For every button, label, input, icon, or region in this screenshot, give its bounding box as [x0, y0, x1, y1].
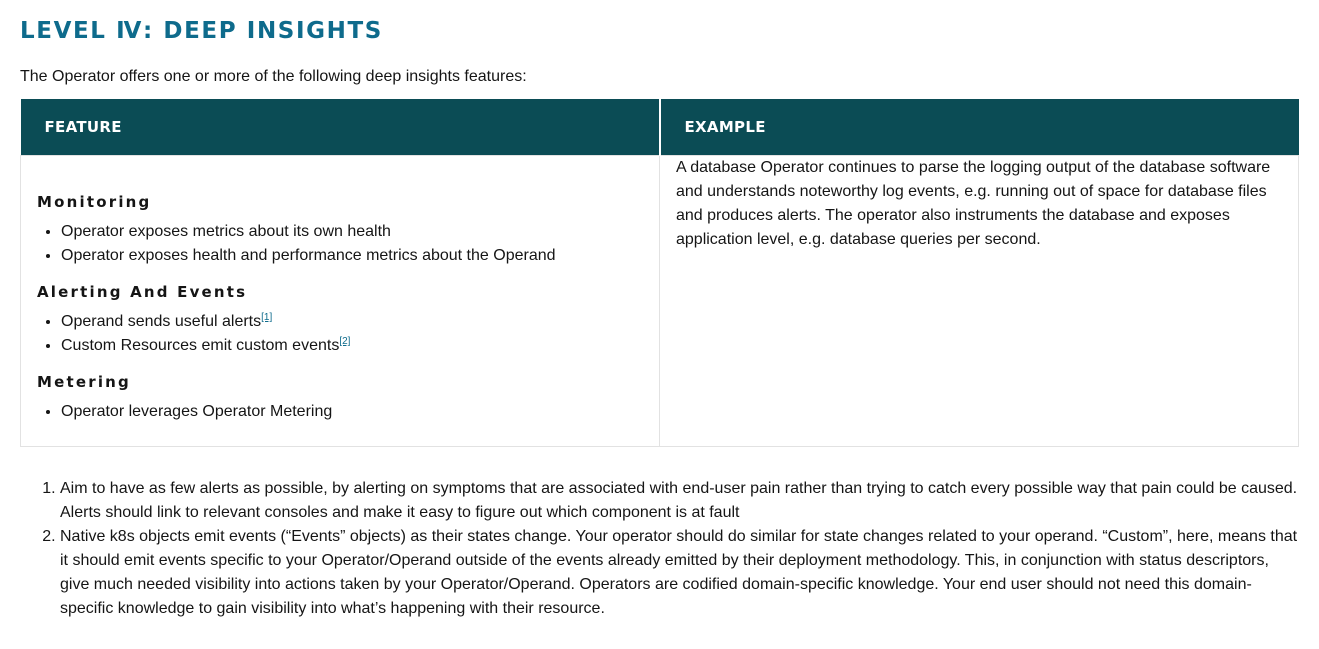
- footnote-link-2[interactable]: [2]: [339, 336, 351, 347]
- table-row: [21, 156, 1299, 447]
- footnote-ref: [261, 312, 272, 323]
- list-item: [61, 334, 643, 358]
- list-item: [61, 220, 643, 244]
- list-item-text: Operand sends useful alerts: [61, 313, 262, 330]
- footnote-ref: [339, 336, 350, 347]
- example-text: A database Operator continues to parse the logging output of the database software and understands noteworthy log events, e.g. running out of space for database files and produces alerts. The operator also instruments the database and exposes application level, e.g. database queries per second.: [676, 159, 1271, 248]
- footnote-1: 1. Aim to have as few alerts as possible, by alerting on symptoms that are associated with end-user pain rather than trying to catch every possible way that pain could be caused. Alerts should link to relevant consoles and make it easy to figure out which component is at fault: [60, 477, 1299, 525]
- list-item-text: Custom Resources emit custom events: [61, 337, 340, 354]
- header-feature: FEATURE: [21, 99, 660, 156]
- example-cell: [660, 156, 1299, 447]
- footnote-link-1[interactable]: [1]: [261, 312, 273, 323]
- alerting-list: [37, 310, 643, 358]
- list-item: [61, 310, 643, 334]
- metering-list: [37, 400, 643, 424]
- list-item-text: Operator exposes health and performance metrics about the Operand: [61, 247, 556, 264]
- monitoring-list: [37, 220, 643, 268]
- page-title: LEVEL Ⅳ: DEEP INSIGHTS: [20, 18, 383, 44]
- header-example: EXAMPLE: [660, 99, 1299, 156]
- intro-text: The Operator offers one or more of the following deep insights features:: [20, 68, 527, 85]
- list-item-text: Operator exposes metrics about its own health: [61, 223, 391, 240]
- footnotes-list: [20, 477, 1299, 621]
- table-header-row: [21, 99, 1299, 156]
- features-table: [20, 99, 1299, 447]
- feature-cell: [21, 156, 660, 447]
- group-title-metering: Metering: [37, 373, 131, 391]
- list-item-text: Operator leverages Operator Metering: [61, 403, 333, 420]
- list-item: [61, 244, 643, 268]
- group-title-alerting: Alerting And Events: [37, 283, 248, 301]
- group-title-monitoring: Monitoring: [37, 193, 152, 211]
- list-item: [61, 400, 643, 424]
- footnote-2: 2. Native k8s objects emit events (“Events” objects) as their states change. Your operator should do similar for state changes related to your operand. “Custom”, here, means that it should emit events specific to your Operator/Operand outside of the events already emitted by their deployment methodology. This, in conjunction with status descriptors, give much needed visibility into actions taken by your Operator/Operand. Operators are codified domain-specific knowledge. Your end user should not need this domain-specific knowledge to gain visibility into what’s happening with their resource.: [60, 525, 1299, 621]
